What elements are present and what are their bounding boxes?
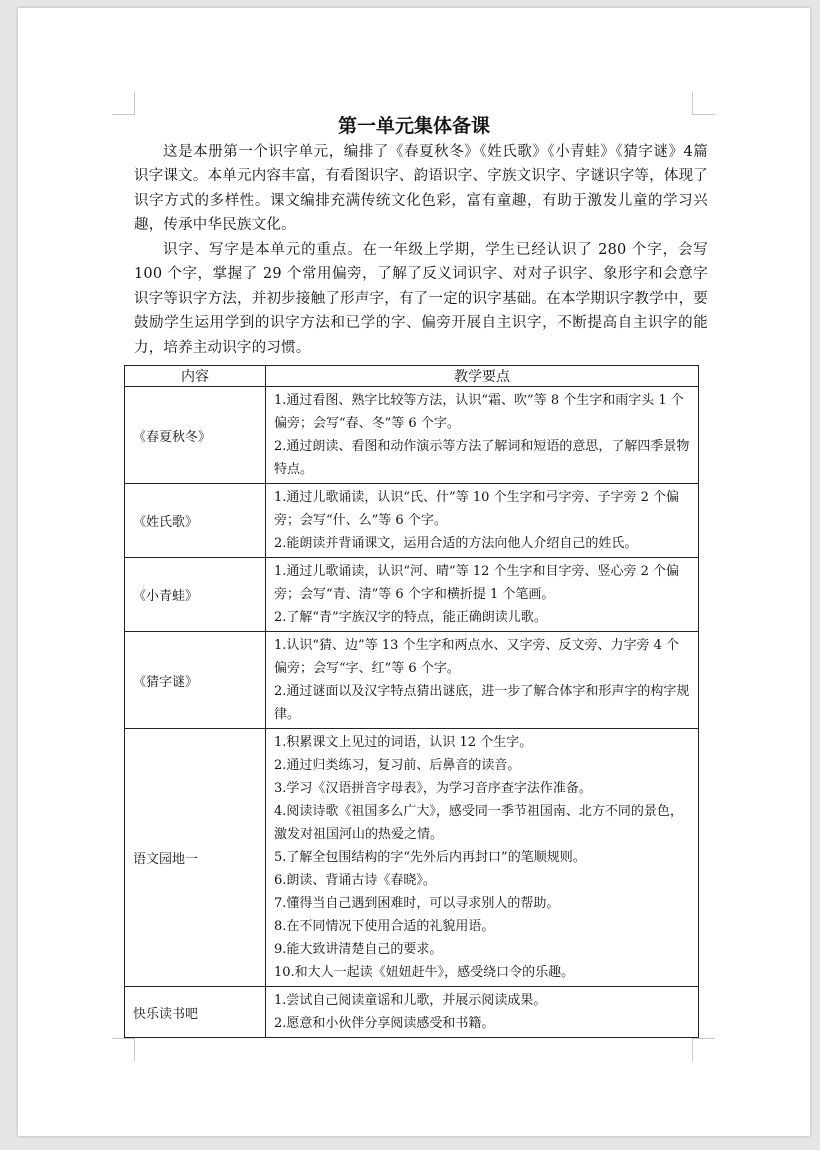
focus-paragraph: 识字、写字是本单元的重点。在一年级上学期，学生已经认识了 280 个字，会写 100 个字，掌握了 29 个常用偏旁，了解了反义词识字、对对子识字、象形字和会意字识字等识字方法，并初步接触了形声字，有了一定的识字基础。在本学期识字教学中，要鼓励学生运用学到的识字方法和已学的字、偏旁开展自主识字，不断提高自主识字的能力，培养主动识字的习惯。: [134, 242, 708, 356]
teaching-point: 1.尝试自己阅读童谣和儿歌，并展示阅读成果。: [274, 993, 547, 1008]
teaching-point: 2.能朗读并背诵课文，运用合适的方法向他人介绍自己的姓氏。: [274, 536, 638, 551]
margin-mark-bottom-left: [112, 1038, 135, 1061]
teaching-point: 2.通过谜面以及汉字特点猜出谜底，进一步了解合体字和形声字的构字规律。: [274, 684, 690, 722]
teaching-point: 2.愿意和小伙伴分享阅读感受和书籍。: [274, 1016, 495, 1031]
teaching-point: 1.通过儿歌诵读，认识“氏、什”等 10 个生字和弓字旁、子字旁 2 个偏旁；会写“什、么”等 6 个字。: [274, 490, 680, 528]
table-row: [125, 987, 699, 1038]
teaching-point: 1.通过看图、熟字比较等方法，认识“霜、吹”等 8 个生字和雨字头 1 个偏旁；会写“春、冬”等 6 个字。: [274, 393, 684, 431]
table-row: [125, 558, 699, 632]
teaching-point: 2.通过朗读、看图和动作演示等方法了解词和短语的意思，了解四季景物特点。: [274, 439, 690, 477]
teaching-point: 1.认识“猜、边”等 13 个生字和两点水、又字旁、反文旁、力字旁 4 个偏旁；会写“字、红”等 6 个字。: [274, 638, 680, 676]
row-content-cell: 《春夏秋冬》: [125, 387, 266, 484]
teaching-point: 8.在不同情况下使用合适的礼貌用语。: [274, 919, 495, 934]
teaching-point: 1.通过儿歌诵读，认识“河、晴”等 12 个生字和目字旁、竖心旁 2 个偏旁；会写“青、清”等 6 个字和横折提 1 个笔画。: [274, 564, 680, 602]
row-content-cell: 《姓氏歌》: [125, 484, 266, 558]
teaching-point: 2.通过归类练习，复习前、后鼻音的读音。: [274, 758, 521, 773]
table-row: [125, 632, 699, 729]
teaching-point: 5.了解全包围结构的字“先外后内再封口”的笔顺规则。: [274, 850, 586, 865]
teaching-point: 7.懂得当自己遇到困难时，可以寻求别人的帮助。: [274, 896, 560, 911]
row-points-cell: [266, 729, 699, 987]
lesson-plan-table: [124, 365, 699, 1038]
teaching-point: 9.能大致讲清楚自己的要求。: [274, 942, 443, 957]
row-points-cell: [266, 987, 699, 1038]
table-row: [125, 387, 699, 484]
teaching-point: 4.阅读诗歌《祖国多么广大》，感受同一季节祖国南、北方不同的景色，激发对祖国河山的热爱之情。: [274, 804, 683, 842]
table-row: [125, 729, 699, 987]
row-content-cell: 语文园地一: [125, 729, 266, 987]
intro-paragraph: 这是本册第一个识字单元，编排了《春夏秋冬》《姓氏歌》《小青蛙》《猜字谜》4篇识字课文。本单元内容丰富，有看图识字、韵语识字、字族文识字、字谜识字等，体现了识字方式的多样性。课文编排充满传统文化色彩，富有童趣，有助于激发儿童的学习兴趣，传承中华民族文化。: [134, 144, 708, 234]
row-points-cell: [266, 558, 699, 632]
teaching-point: 10.和大人一起读《妞妞赶牛》，感受绕口令的乐趣。: [274, 965, 575, 980]
teaching-point: 6.朗读、背诵古诗《春晓》。: [274, 873, 436, 888]
header-content: 内容: [125, 366, 266, 387]
row-content-cell: 《猜字谜》: [125, 632, 266, 729]
row-points-cell: [266, 484, 699, 558]
table-row: [125, 484, 699, 558]
margin-mark-bottom-right: [692, 1038, 715, 1061]
teaching-point: 1.积累课文上见过的词语，认识 12 个生字。: [274, 735, 533, 750]
teaching-point: 2.了解“青”字族汉字的特点，能正确朗读儿歌。: [274, 610, 547, 625]
row-content-cell: 快乐读书吧: [125, 987, 266, 1038]
document-title: 第一单元集体备课: [337, 115, 490, 137]
header-teaching-points: 教学要点: [266, 366, 699, 387]
document-page: [18, 8, 810, 1136]
row-points-cell: [266, 632, 699, 729]
table-header-row: [125, 366, 699, 387]
teaching-point: 3.学习《汉语拼音字母表》，为学习音序查字法作准备。: [274, 781, 592, 796]
row-points-cell: [266, 387, 699, 484]
row-content-cell: 《小青蛙》: [125, 558, 266, 632]
